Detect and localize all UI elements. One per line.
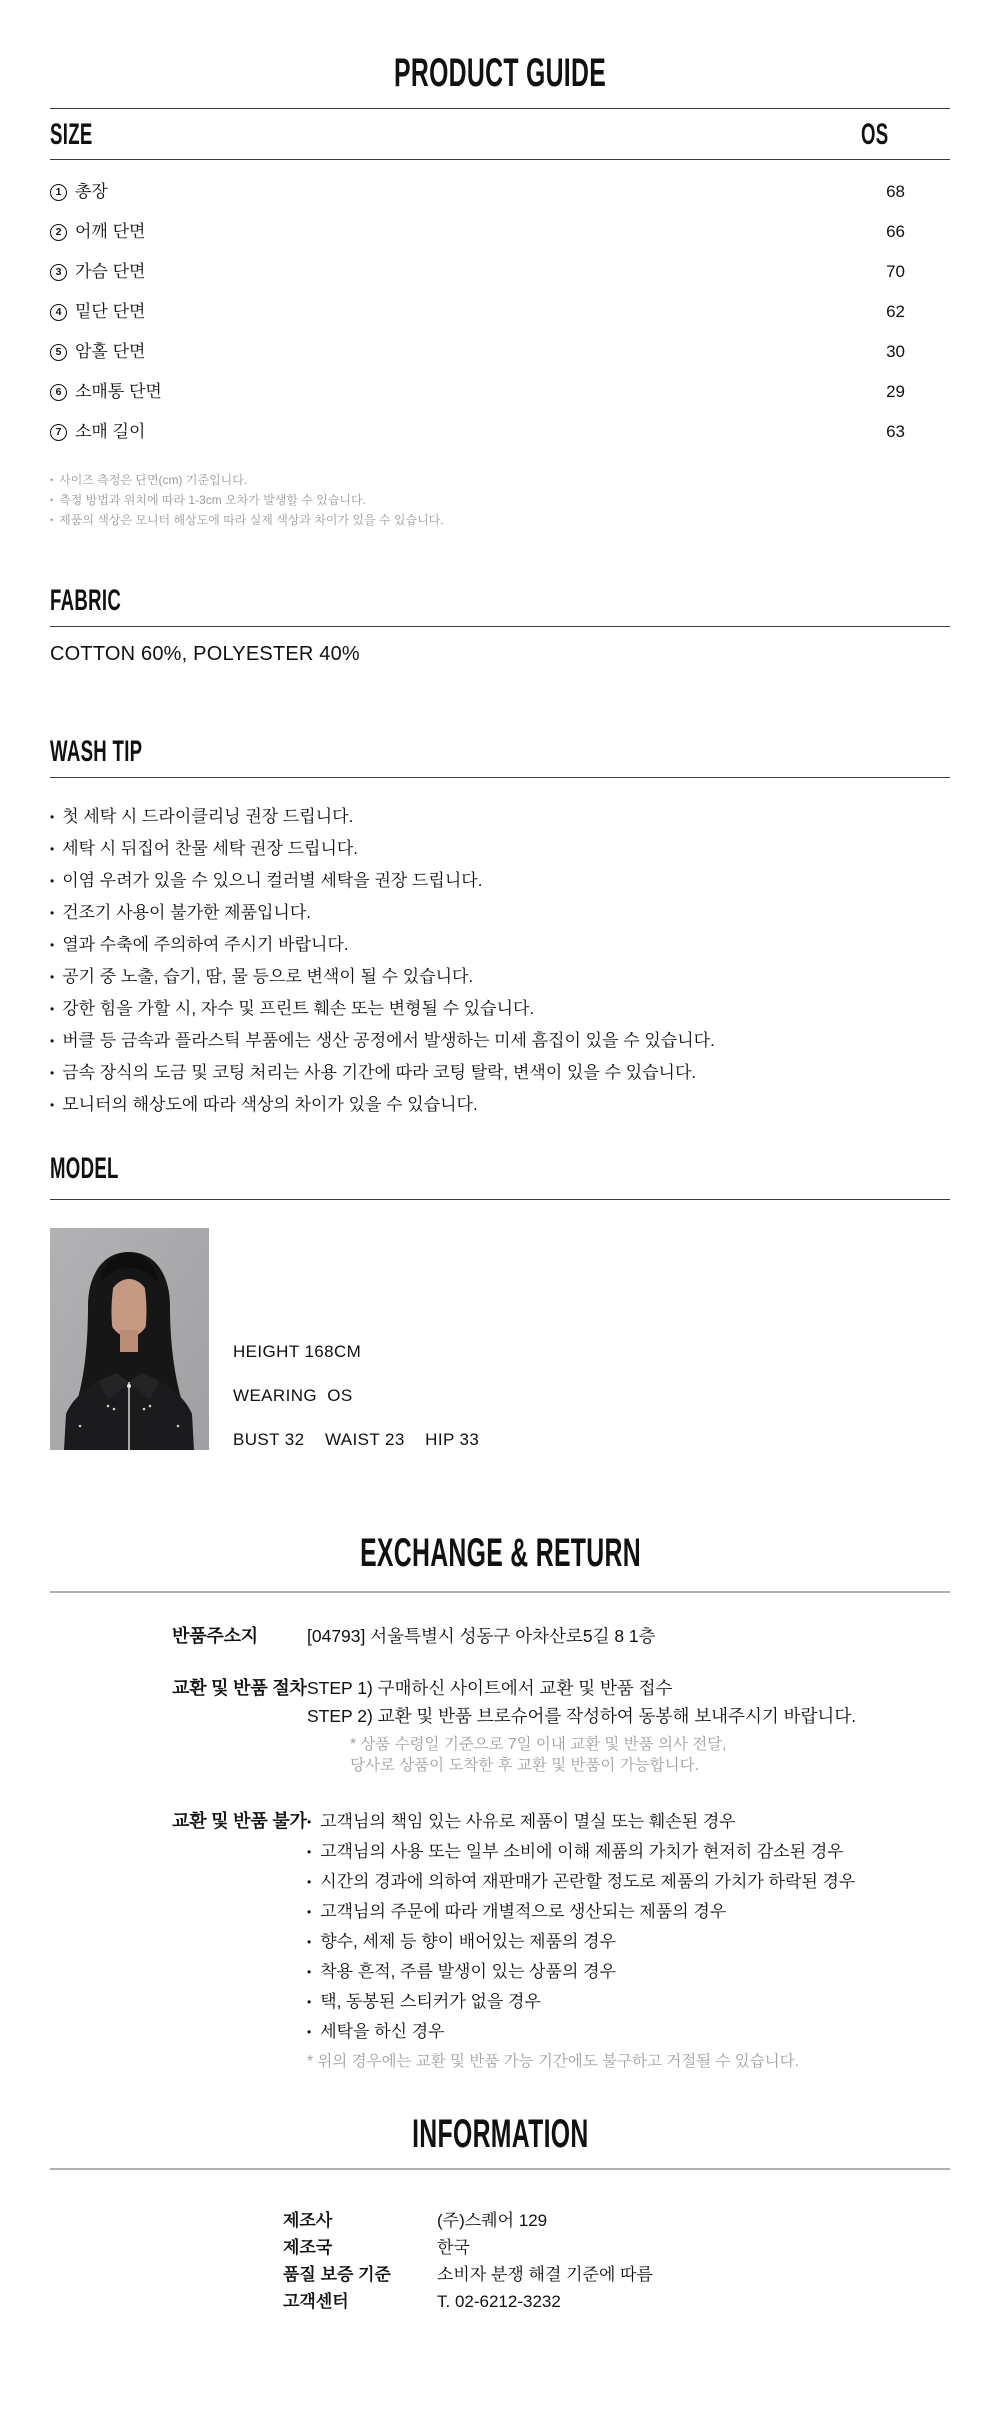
info-value: 한국	[437, 2238, 470, 2257]
return-address-value: [04793] 서울특별시 성동구 아차산로5길 8 1층	[307, 1626, 656, 1646]
size-note: • 제품의 색상은 모니터 해상도에 따라 실제 색상과 차이가 있을 수 있습니다.	[50, 510, 950, 530]
size-measure-label	[50, 182, 108, 202]
wash-tip-item: • 공기 중 노출, 습기, 땀, 물 등으로 변색이 될 수 있습니다.	[50, 967, 950, 987]
size-table-row	[50, 302, 950, 322]
procedure-note: * 상품 수령일 기준으로 7일 이내 교환 및 반품 의사 전달,	[350, 1736, 727, 1753]
size-measure-value: 30	[886, 342, 905, 361]
wash-tip-heading	[50, 736, 950, 768]
size-header-row	[50, 119, 950, 151]
product-guide-page	[50, 53, 950, 2312]
info-value: T. 02-6212-3232	[437, 2292, 561, 2311]
return-address-row	[50, 1626, 950, 1647]
divider	[50, 777, 950, 778]
info-value: 소비자 분쟁 해결 기준에 따름	[437, 2265, 653, 2284]
model-heading-text: MODEL	[50, 1152, 119, 1185]
size-measure-text: 밑단 단면	[75, 302, 146, 321]
procedure-note: 당사로 상품이 도착한 후 교환 및 반품이 가능합니다.	[350, 1757, 699, 1774]
size-measure-label	[50, 302, 145, 322]
info-label: 제조국	[283, 2238, 333, 2257]
information-row	[50, 2291, 950, 2312]
information-row	[50, 2210, 950, 2231]
wash-tip-item: • 금속 장식의 도금 및 코팅 처리는 사용 기간에 따라 코팅 탈락, 변색이 있을 수 있습니다.	[50, 1063, 950, 1083]
model-heading	[50, 1153, 950, 1185]
size-measure-text: 소매 길이	[75, 422, 146, 441]
info-value: (주)스퀘어 129	[437, 2211, 548, 2230]
page-title	[50, 53, 950, 93]
circled-number-icon: 4	[50, 304, 67, 321]
wash-tip-item: • 세탁 시 뒤집어 찬물 세탁 권장 드립니다.	[50, 839, 950, 859]
fabric-heading-text: FABRIC	[50, 584, 122, 617]
size-note: • 측정 방법과 위치에 따라 1-3cm 오차가 발생할 수 있습니다.	[50, 490, 950, 510]
info-label: 제조사	[283, 2211, 333, 2230]
return-address-label: 반품주소지	[172, 1626, 258, 1646]
divider	[50, 108, 950, 109]
information-row	[50, 2237, 950, 2258]
circled-number-icon: 1	[50, 184, 67, 201]
size-measure-text: 소매통 단면	[75, 382, 162, 401]
model-wearing-size: WEARING OS	[233, 1386, 353, 1405]
information-heading	[50, 2114, 950, 2154]
size-table-row	[50, 182, 950, 202]
size-column-header	[861, 119, 950, 151]
deny-item: • 고객님의 책임 있는 사유로 제품이 멸실 또는 훼손된 경우	[307, 1811, 855, 1833]
deny-note: * 위의 경우에는 교환 및 반품 가능 기간에도 불구하고 거절될 수 있습니다.	[307, 2053, 799, 2070]
wash-tip-item: • 이염 우려가 있을 수 있으니 컬러별 세탁을 권장 드립니다.	[50, 871, 950, 891]
size-heading	[50, 119, 119, 151]
wash-tip-item: • 건조기 사용이 불가한 제품입니다.	[50, 903, 950, 923]
information-heading-text: INFORMATION	[411, 2112, 589, 2156]
size-column-header-text: OS	[860, 118, 889, 151]
deny-item: • 착용 흔적, 주름 발생이 있는 상품의 경우	[307, 1961, 855, 1983]
size-measure-label	[50, 422, 145, 442]
size-measure-value: 29	[886, 382, 905, 401]
exchange-deny-list	[307, 1811, 855, 2072]
exchange-procedure-label: 교환 및 반품 절차	[172, 1678, 307, 1698]
model-photo	[50, 1228, 209, 1450]
fabric-composition: COTTON 60%, POLYESTER 40%	[50, 643, 360, 665]
size-measure-value: 63	[886, 422, 905, 441]
circled-number-icon: 3	[50, 264, 67, 281]
wash-tip-item: • 버클 등 금속과 플라스틱 부품에는 생산 공정에서 발생하는 미세 흠집이 있을 수 있습니다.	[50, 1031, 950, 1051]
circled-number-icon: 7	[50, 424, 67, 441]
divider	[50, 2168, 950, 2170]
size-note: • 사이즈 측정은 단면(cm) 기준입니다.	[50, 470, 950, 490]
deny-item: • 향수, 세제 등 향이 배어있는 제품의 경우	[307, 1931, 855, 1953]
info-label: 품질 보증 기준	[283, 2265, 391, 2284]
exchange-return-heading-text: EXCHANGE & RETURN	[359, 1531, 641, 1575]
wash-tip-item: • 모니터의 해상도에 따라 색상의 차이가 있을 수 있습니다.	[50, 1095, 950, 1115]
size-measure-label	[50, 342, 145, 362]
size-heading-text: SIZE	[50, 118, 93, 151]
wash-tip-heading-text: WASH TIP	[50, 735, 143, 768]
procedure-step: STEP 2) 교환 및 반품 브로슈어를 작성하여 동봉해 보내주시기 바랍니다.	[307, 1706, 857, 1726]
divider	[50, 1199, 950, 1200]
exchange-return-heading	[50, 1533, 950, 1573]
exchange-deny-label: 교환 및 반품 불가	[172, 1811, 307, 1831]
divider	[50, 159, 950, 160]
model-measurements: BUST 32 WAIST 23 HIP 33	[233, 1430, 480, 1449]
procedure-step: STEP 1) 구매하신 사이트에서 교환 및 반품 접수	[307, 1678, 673, 1698]
information-section	[50, 2210, 950, 2312]
exchange-procedure-row	[50, 1678, 950, 1776]
fabric-heading	[50, 585, 950, 617]
information-row	[50, 2264, 950, 2285]
size-measure-text: 가슴 단면	[75, 262, 146, 281]
size-table	[50, 182, 950, 442]
size-measure-text: 암홀 단면	[75, 342, 146, 361]
size-measure-value: 68	[886, 182, 905, 201]
info-label: 고객센터	[283, 2292, 349, 2311]
circled-number-icon: 2	[50, 224, 67, 241]
size-table-row	[50, 222, 950, 242]
size-table-row	[50, 382, 950, 402]
size-measure-text: 어깨 단면	[75, 222, 146, 241]
divider	[50, 626, 950, 627]
wash-tip-item: • 첫 세탁 시 드라이클리닝 권장 드립니다.	[50, 807, 950, 827]
exchange-deny-row	[50, 1811, 950, 2072]
model-section	[50, 1228, 950, 1474]
exchange-procedure-steps	[307, 1678, 856, 1776]
size-table-row	[50, 342, 950, 362]
model-info	[233, 1342, 479, 1474]
circled-number-icon: 5	[50, 344, 67, 361]
circled-number-icon: 6	[50, 384, 67, 401]
size-table-row	[50, 422, 950, 442]
deny-item: • 고객님의 주문에 따라 개별적으로 생산되는 제품의 경우	[307, 1901, 855, 1923]
size-measure-value: 70	[886, 262, 905, 281]
size-measure-value: 62	[886, 302, 905, 321]
exchange-return-section	[50, 1626, 950, 2072]
size-measure-label	[50, 222, 145, 242]
size-measure-label	[50, 262, 145, 282]
size-table-row	[50, 262, 950, 282]
page-title-text: PRODUCT GUIDE	[393, 51, 607, 95]
deny-item: • 택, 동봉된 스티커가 없을 경우	[307, 1991, 855, 2013]
divider	[50, 1591, 950, 1593]
wash-tip-list	[50, 807, 950, 1115]
deny-item: • 시간의 경과에 의하여 재판매가 곤란할 정도로 제품의 가치가 하락된 경우	[307, 1871, 855, 1893]
deny-item: • 세탁을 하신 경우	[307, 2021, 855, 2043]
size-notes	[50, 470, 950, 530]
size-measure-text: 총장	[75, 182, 108, 201]
wash-tip-item: • 강한 힘을 가할 시, 자수 및 프린트 훼손 또는 변형될 수 있습니다.	[50, 999, 950, 1019]
wash-tip-item: • 열과 수축에 주의하여 주시기 바랍니다.	[50, 935, 950, 955]
deny-item: • 고객님의 사용 또는 일부 소비에 이해 제품의 가치가 현저히 감소된 경우	[307, 1841, 855, 1863]
size-measure-value: 66	[886, 222, 905, 241]
size-measure-label	[50, 382, 162, 402]
model-height: HEIGHT 168CM	[233, 1342, 362, 1361]
